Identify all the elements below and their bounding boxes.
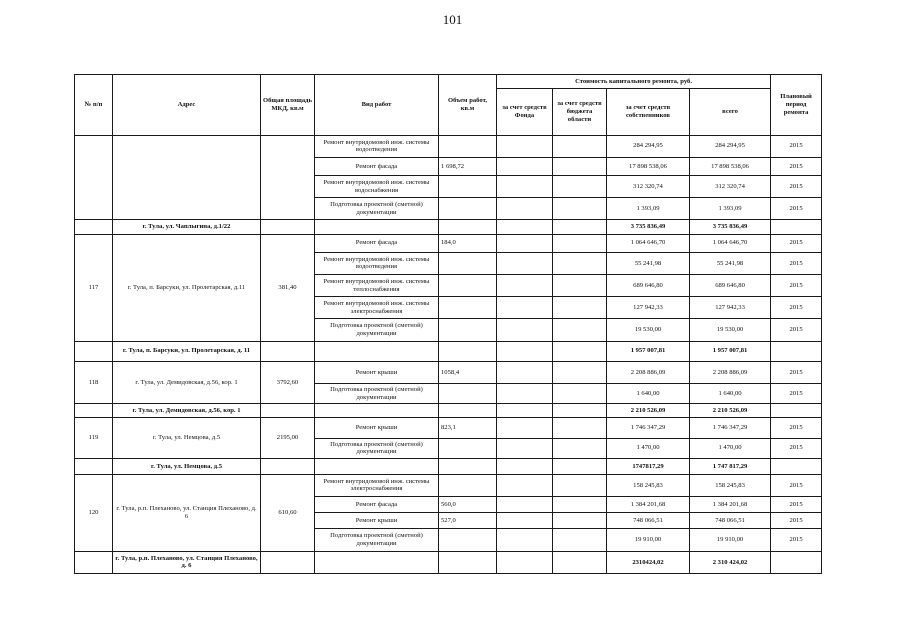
cell-area: 2195,00	[261, 418, 315, 458]
cell-year: 2015	[771, 252, 822, 274]
subtotal-row	[75, 458, 822, 474]
header-cost-group: Стоимость капитального ремонта, руб.	[497, 75, 771, 89]
cell-work	[315, 341, 439, 361]
cell-owners: 1 384 201,68	[607, 497, 690, 513]
cell-area	[261, 220, 315, 234]
cell-volume: 823,1	[439, 418, 497, 438]
subtotal-owners: 2310424,02	[607, 551, 690, 573]
cell-total: 689 646,80	[690, 274, 771, 296]
cell-address	[113, 135, 261, 220]
cell-year: 2015	[771, 175, 822, 197]
cell-area	[261, 341, 315, 361]
cell-volume	[439, 341, 497, 361]
cell-year: 2015	[771, 135, 822, 157]
cell-owners: 748 066,51	[607, 513, 690, 529]
subtotal-owners: 1747817,29	[607, 458, 690, 474]
capital-repair-table	[74, 74, 822, 574]
cell-fund	[497, 404, 553, 418]
cell-total: 1 064 646,70	[690, 234, 771, 252]
table-row	[75, 234, 822, 252]
cell-owners: 158 245,83	[607, 474, 690, 496]
cell-owners: 1 640,00	[607, 384, 690, 404]
cell-volume	[439, 384, 497, 404]
cell-num: 117	[75, 234, 113, 341]
cell-work: Ремонт внутридомовой инж. системы электроснабжения	[315, 474, 439, 496]
subtotal-address: г. Тула, ул. Немцова, д.5	[113, 458, 261, 474]
cell-area	[261, 458, 315, 474]
cell-fund	[497, 384, 553, 404]
cell-fund	[497, 234, 553, 252]
page-number: 101	[442, 12, 463, 27]
subtotal-address: г. Тула, п. Барсуки, ул. Пролетарская, д. 11	[113, 341, 261, 361]
cell-total: 748 066,51	[690, 513, 771, 529]
cell-year: 2015	[771, 297, 822, 319]
cell-total: 312 320,74	[690, 175, 771, 197]
cell-total: 19 530,00	[690, 319, 771, 341]
cell-address: г. Тула, ул. Немцова, д.5	[113, 418, 261, 458]
cell-fund	[497, 319, 553, 341]
subtotal-total: 2 310 424,02	[690, 551, 771, 573]
cell-num: 118	[75, 361, 113, 403]
cell-fund	[497, 198, 553, 220]
cell-total: 127 942,33	[690, 297, 771, 319]
cell-budget	[553, 220, 607, 234]
cell-budget	[553, 529, 607, 551]
cell-budget	[553, 135, 607, 157]
cell-owners: 284 294,95	[607, 135, 690, 157]
cell-fund	[497, 297, 553, 319]
cell-work: Ремонт фасада	[315, 157, 439, 175]
cell-year	[771, 220, 822, 234]
cell-volume: 184,0	[439, 234, 497, 252]
cell-volume: 560,0	[439, 497, 497, 513]
cell-budget	[553, 297, 607, 319]
cell-work: Ремонт внутридомовой инж. системы водоотведения	[315, 252, 439, 274]
cell-total: 2 208 886,09	[690, 361, 771, 383]
cell-budget	[553, 418, 607, 438]
cell-fund	[497, 418, 553, 438]
cell-budget	[553, 234, 607, 252]
cell-budget	[553, 458, 607, 474]
subtotal-total: 1 747 817,29	[690, 458, 771, 474]
subtotal-address: г. Тула, ул. Демидовская, д.56, кор. 1	[113, 404, 261, 418]
cell-year: 2015	[771, 438, 822, 458]
cell-num: 120	[75, 474, 113, 551]
cell-year: 2015	[771, 497, 822, 513]
cell-work	[315, 404, 439, 418]
table-row	[75, 474, 822, 496]
cell-budget	[553, 361, 607, 383]
cell-address: г. Тула, п. Барсуки, ул. Пролетарская, д.11	[113, 234, 261, 341]
cell-volume	[439, 297, 497, 319]
header-total: всего	[690, 89, 771, 135]
header-owners: за счет средств собственников	[607, 89, 690, 135]
cell-year	[771, 551, 822, 573]
cell-year: 2015	[771, 157, 822, 175]
subtotal-owners: 3 735 836,49	[607, 220, 690, 234]
cell-volume: 1058,4	[439, 361, 497, 383]
cell-year: 2015	[771, 319, 822, 341]
header-volume: Объем работ, кв.м	[439, 75, 497, 136]
cell-address: г. Тула, ул. Демидовская, д.56, кор. 1	[113, 361, 261, 403]
cell-year	[771, 341, 822, 361]
cell-year	[771, 458, 822, 474]
cell-num	[75, 404, 113, 418]
cell-area	[261, 404, 315, 418]
cell-area	[261, 135, 315, 220]
cell-fund	[497, 361, 553, 383]
cell-total: 284 294,95	[690, 135, 771, 157]
header-fund: за счет средств Фонда	[497, 89, 553, 135]
cell-volume	[439, 252, 497, 274]
cell-volume	[439, 135, 497, 157]
cell-year: 2015	[771, 529, 822, 551]
cell-area: 610,60	[261, 474, 315, 551]
cell-num	[75, 341, 113, 361]
cell-budget	[553, 319, 607, 341]
cell-owners: 127 942,33	[607, 297, 690, 319]
header-period: Плановый период ремонта	[771, 75, 822, 136]
cell-owners: 1 393,09	[607, 198, 690, 220]
cell-year: 2015	[771, 513, 822, 529]
cell-work: Ремонт крыши	[315, 418, 439, 438]
cell-budget	[553, 157, 607, 175]
cell-owners: 19 530,00	[607, 319, 690, 341]
subtotal-total: 2 210 526,09	[690, 404, 771, 418]
cell-fund	[497, 458, 553, 474]
cell-total: 1 640,00	[690, 384, 771, 404]
cell-budget	[553, 384, 607, 404]
cell-budget	[553, 404, 607, 418]
cell-fund	[497, 135, 553, 157]
cell-area: 3792,60	[261, 361, 315, 403]
cell-volume	[439, 319, 497, 341]
cell-volume	[439, 551, 497, 573]
subtotal-owners: 2 210 526,09	[607, 404, 690, 418]
cell-total: 1 393,09	[690, 198, 771, 220]
cell-work: Подготовка проектной (сметной) документации	[315, 198, 439, 220]
table-row	[75, 135, 822, 157]
cell-owners: 1 746 347,29	[607, 418, 690, 438]
cell-fund	[497, 220, 553, 234]
cell-year: 2015	[771, 198, 822, 220]
cell-owners: 312 320,74	[607, 175, 690, 197]
cell-budget	[553, 175, 607, 197]
subtotal-row	[75, 404, 822, 418]
cell-owners: 1 064 646,70	[607, 234, 690, 252]
cell-budget	[553, 497, 607, 513]
cell-year: 2015	[771, 418, 822, 438]
cell-total: 17 898 538,06	[690, 157, 771, 175]
cell-volume	[439, 274, 497, 296]
cell-volume	[439, 529, 497, 551]
cell-total: 1 384 201,68	[690, 497, 771, 513]
cell-num: 119	[75, 418, 113, 458]
cell-budget	[553, 252, 607, 274]
cell-fund	[497, 513, 553, 529]
cell-budget	[553, 198, 607, 220]
cell-volume	[439, 474, 497, 496]
cell-volume: 527,0	[439, 513, 497, 529]
cell-area	[261, 551, 315, 573]
header-area: Общая площадь МКД, кв.м	[261, 75, 315, 136]
cell-work: Ремонт внутридомовой инж. системы электроснабжения	[315, 297, 439, 319]
cell-fund	[497, 551, 553, 573]
cell-owners: 1 470,00	[607, 438, 690, 458]
cell-fund	[497, 474, 553, 496]
subtotal-row	[75, 551, 822, 573]
cell-fund	[497, 157, 553, 175]
subtotal-row	[75, 341, 822, 361]
subtotal-row	[75, 220, 822, 234]
subtotal-address: г. Тула, р.п. Плеханово, ул. Станция Плеханово, д. 6	[113, 551, 261, 573]
cell-work: Ремонт фасада	[315, 497, 439, 513]
cell-budget	[553, 274, 607, 296]
cell-work: Подготовка проектной (сметной) документации	[315, 384, 439, 404]
cell-num	[75, 135, 113, 220]
cell-num	[75, 220, 113, 234]
cell-year	[771, 404, 822, 418]
cell-fund	[497, 274, 553, 296]
subtotal-address: г. Тула, ул. Чаплыгина, д.1/22	[113, 220, 261, 234]
cell-fund	[497, 529, 553, 551]
cell-total: 19 910,00	[690, 529, 771, 551]
subtotal-owners: 1 957 007,81	[607, 341, 690, 361]
cell-work: Ремонт внутридомовой инж. системы теплоснабжения	[315, 274, 439, 296]
cell-fund	[497, 438, 553, 458]
cell-fund	[497, 175, 553, 197]
cell-work: Ремонт крыши	[315, 513, 439, 529]
cell-work: Подготовка проектной (сметной) документации	[315, 438, 439, 458]
cell-area: 381,40	[261, 234, 315, 341]
cell-total: 55 241,98	[690, 252, 771, 274]
cell-year: 2015	[771, 361, 822, 383]
cell-num	[75, 551, 113, 573]
cell-work: Подготовка проектной (сметной) документации	[315, 319, 439, 341]
cell-owners: 689 646,80	[607, 274, 690, 296]
cell-work: Ремонт внутридомовой инж. системы водоотведения	[315, 135, 439, 157]
cell-fund	[497, 252, 553, 274]
subtotal-total: 1 957 007,81	[690, 341, 771, 361]
cell-work	[315, 551, 439, 573]
cell-owners: 19 910,00	[607, 529, 690, 551]
cell-year: 2015	[771, 274, 822, 296]
cell-budget	[553, 474, 607, 496]
cell-budget	[553, 341, 607, 361]
cell-work: Ремонт внутридомовой инж. системы водоснабжения	[315, 175, 439, 197]
header-budget: за счет средств бюджета области	[553, 89, 607, 135]
cell-year: 2015	[771, 384, 822, 404]
cell-year: 2015	[771, 474, 822, 496]
table-row	[75, 418, 822, 438]
cell-work: Ремонт крыши	[315, 361, 439, 383]
cell-work: Подготовка проектной (сметной) документации	[315, 529, 439, 551]
cell-volume	[439, 458, 497, 474]
cell-owners: 55 241,98	[607, 252, 690, 274]
cell-work: Ремонт фасада	[315, 234, 439, 252]
cell-budget	[553, 551, 607, 573]
cell-fund	[497, 341, 553, 361]
cell-work	[315, 220, 439, 234]
cell-owners: 17 898 538,06	[607, 157, 690, 175]
cell-num	[75, 458, 113, 474]
cell-address: г. Тула, р.п. Плеханово, ул. Станция Плеханово, д. 6	[113, 474, 261, 551]
cell-volume	[439, 198, 497, 220]
cell-total: 158 245,83	[690, 474, 771, 496]
cell-fund	[497, 497, 553, 513]
cell-budget	[553, 513, 607, 529]
cell-budget	[553, 438, 607, 458]
cell-volume	[439, 175, 497, 197]
cell-total: 1 470,00	[690, 438, 771, 458]
cell-volume	[439, 438, 497, 458]
cell-total: 1 746 347,29	[690, 418, 771, 438]
cell-volume: 1 698,72	[439, 157, 497, 175]
header-num: № п/п	[75, 75, 113, 136]
cell-year: 2015	[771, 234, 822, 252]
header-address: Адрес	[113, 75, 261, 136]
cell-owners: 2 208 886,09	[607, 361, 690, 383]
table-row	[75, 361, 822, 383]
subtotal-total: 3 735 836,49	[690, 220, 771, 234]
cell-volume	[439, 220, 497, 234]
cell-work	[315, 458, 439, 474]
cell-volume	[439, 404, 497, 418]
header-work: Вид работ	[315, 75, 439, 136]
